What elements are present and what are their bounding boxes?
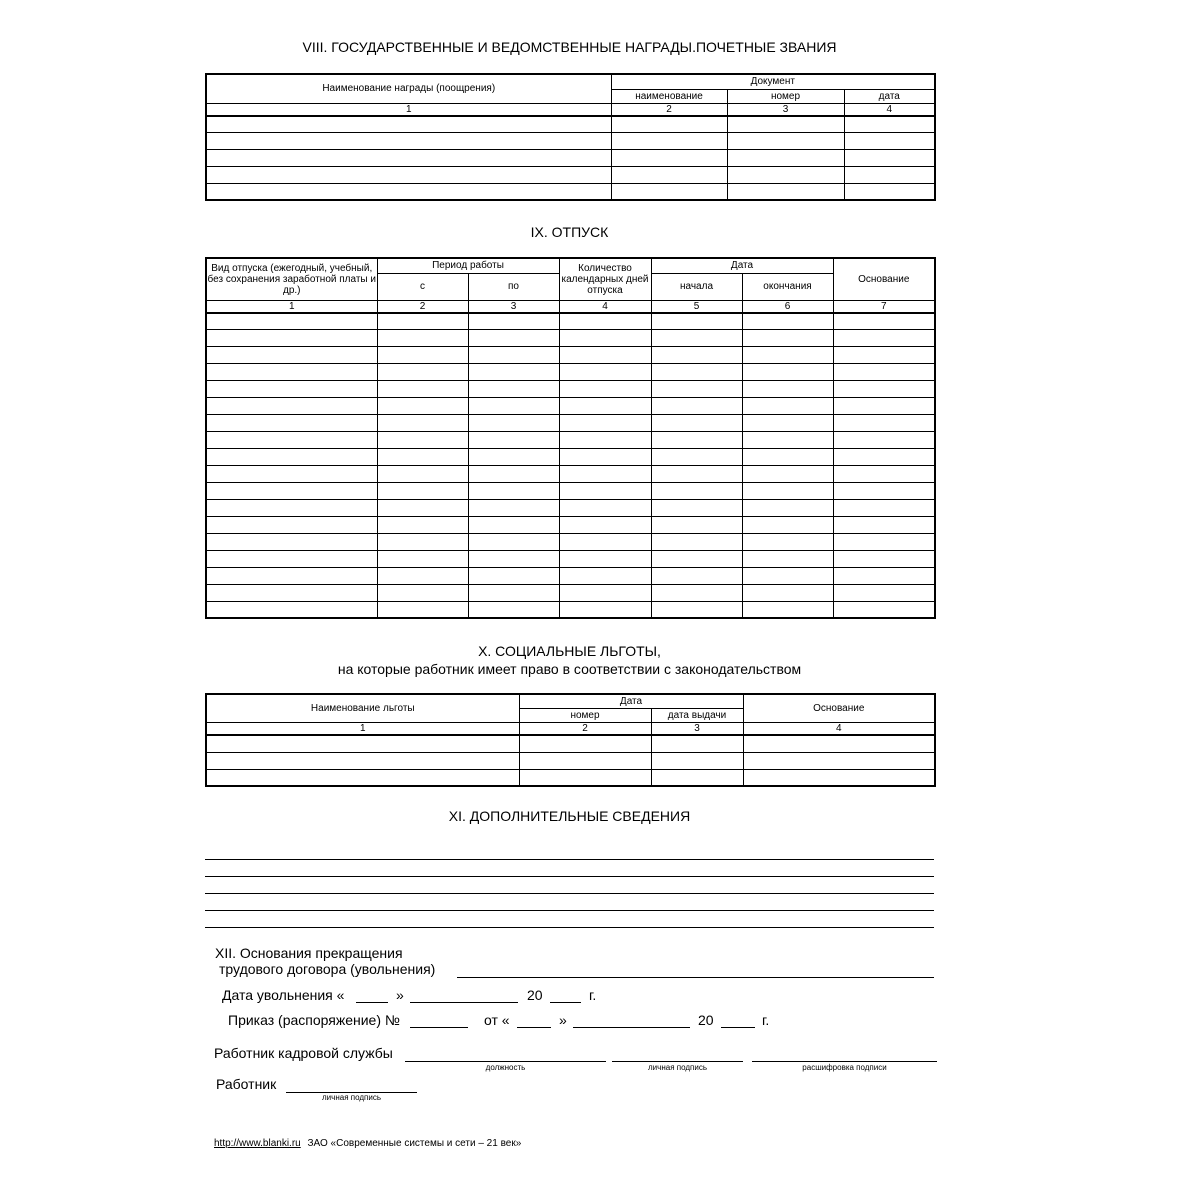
table-row: [206, 769, 935, 786]
table-cell[interactable]: [206, 601, 377, 618]
table-row: [206, 584, 935, 601]
additional-info-line[interactable]: [205, 876, 934, 877]
table-cell[interactable]: [559, 313, 651, 329]
table-cell[interactable]: [742, 584, 833, 601]
table-cell[interactable]: [206, 499, 377, 516]
table-cell[interactable]: [742, 465, 833, 482]
table-cell[interactable]: [742, 533, 833, 550]
table-cell[interactable]: [206, 752, 519, 769]
table-cell[interactable]: [742, 313, 833, 329]
table-cell[interactable]: [651, 363, 742, 380]
hr-decode-line[interactable]: [752, 1061, 937, 1062]
table-cell[interactable]: [844, 183, 935, 200]
table-cell[interactable]: [833, 465, 935, 482]
table-cell[interactable]: [559, 380, 651, 397]
table-cell[interactable]: [206, 769, 519, 786]
table-cell[interactable]: [377, 329, 468, 346]
table-cell[interactable]: [468, 329, 559, 346]
table-cell[interactable]: [468, 584, 559, 601]
table-row: [206, 499, 935, 516]
table-cell[interactable]: [377, 346, 468, 363]
termination-title-line2: трудового договора (увольнения): [219, 961, 436, 977]
table-cell[interactable]: [727, 116, 844, 132]
table-cell[interactable]: [651, 584, 742, 601]
dismissal-quote-close: »: [396, 987, 404, 1003]
table-row: [206, 431, 935, 448]
hr-worker-label: Работник кадровой службы: [214, 1045, 393, 1061]
table-cell[interactable]: [468, 482, 559, 499]
table-cell[interactable]: [206, 550, 377, 567]
worker-signature-caption: личная подпись: [322, 1093, 381, 1102]
table-cell[interactable]: [468, 550, 559, 567]
table-row: [206, 516, 935, 533]
table-cell[interactable]: [206, 516, 377, 533]
table-cell[interactable]: [468, 499, 559, 516]
table-row: [206, 550, 935, 567]
table-cell[interactable]: [651, 313, 742, 329]
additional-info-line[interactable]: [205, 927, 934, 928]
order-year-line[interactable]: [721, 1027, 755, 1028]
table-cell[interactable]: [377, 448, 468, 465]
section-10-title: X. СОЦИАЛЬНЫЕ ЛЬГОТЫ,: [478, 643, 661, 659]
table-cell[interactable]: [377, 397, 468, 414]
table-cell[interactable]: [833, 601, 935, 618]
table-cell[interactable]: [727, 166, 844, 183]
table-cell[interactable]: [844, 149, 935, 166]
footer-link[interactable]: http://www.blanki.ru: [214, 1138, 301, 1149]
table-cell[interactable]: [833, 329, 935, 346]
table-cell[interactable]: [206, 431, 377, 448]
table-cell[interactable]: [519, 735, 651, 752]
table-cell[interactable]: [206, 149, 611, 166]
table-cell[interactable]: [651, 533, 742, 550]
table-cell[interactable]: [377, 431, 468, 448]
benefits-col-number: номер: [519, 708, 651, 722]
table-cell[interactable]: [559, 363, 651, 380]
hr-signature-line[interactable]: [612, 1061, 743, 1062]
table-cell[interactable]: [651, 329, 742, 346]
table-cell[interactable]: [833, 397, 935, 414]
table-cell[interactable]: [206, 533, 377, 550]
table-cell[interactable]: [833, 346, 935, 363]
termination-reason-line[interactable]: [457, 977, 934, 978]
table-cell[interactable]: [651, 346, 742, 363]
table-cell[interactable]: [559, 414, 651, 431]
table-cell[interactable]: [519, 752, 651, 769]
table-cell[interactable]: [651, 380, 742, 397]
table-cell[interactable]: [206, 183, 611, 200]
hr-position-line[interactable]: [405, 1061, 606, 1062]
dismissal-date-label: Дата увольнения «: [222, 987, 345, 1003]
table-cell[interactable]: [743, 735, 935, 752]
table-cell[interactable]: [559, 482, 651, 499]
table-cell[interactable]: [742, 448, 833, 465]
table-cell[interactable]: [742, 397, 833, 414]
table-cell[interactable]: [559, 448, 651, 465]
table-cell[interactable]: [468, 448, 559, 465]
vacation-num-5: 5: [651, 300, 742, 313]
table-cell[interactable]: [468, 465, 559, 482]
vacation-num-1: 1: [206, 300, 377, 313]
table-cell[interactable]: [611, 149, 727, 166]
dismissal-year-prefix: 20: [527, 987, 543, 1003]
table-cell[interactable]: [559, 465, 651, 482]
table-cell[interactable]: [651, 499, 742, 516]
table-cell[interactable]: [206, 584, 377, 601]
table-cell[interactable]: [833, 567, 935, 584]
dismissal-month-line[interactable]: [410, 1002, 518, 1003]
table-cell[interactable]: [206, 567, 377, 584]
table-row: [206, 132, 935, 149]
table-cell[interactable]: [377, 550, 468, 567]
table-cell[interactable]: [727, 132, 844, 149]
table-cell[interactable]: [651, 516, 742, 533]
benefits-num-1: 1: [206, 722, 519, 735]
table-cell[interactable]: [742, 516, 833, 533]
table-row: [206, 149, 935, 166]
benefits-col-name: Наименование льготы: [206, 694, 519, 722]
table-cell[interactable]: [206, 116, 611, 132]
table-cell[interactable]: [206, 397, 377, 414]
vacation-col-start: начала: [651, 273, 742, 300]
table-cell[interactable]: [833, 533, 935, 550]
table-cell[interactable]: [651, 465, 742, 482]
vacation-col-from: с: [377, 273, 468, 300]
table-cell[interactable]: [833, 482, 935, 499]
table-cell[interactable]: [833, 380, 935, 397]
hr-decode-caption: расшифровка подписи: [802, 1063, 887, 1072]
additional-info-line[interactable]: [205, 910, 934, 911]
table-cell[interactable]: [377, 516, 468, 533]
section-10-subtitle: на которые работник имеет право в соответствии с законодательством: [337, 661, 802, 677]
order-quote-close: »: [559, 1012, 567, 1028]
awards-col-doc-name: наименование: [611, 89, 727, 103]
benefits-col-issue-date: дата выдачи: [651, 708, 743, 722]
table-row: [206, 363, 935, 380]
termination-title-line1: XII. Основания прекращения: [215, 945, 403, 961]
table-cell[interactable]: [468, 380, 559, 397]
table-cell[interactable]: [833, 516, 935, 533]
awards-col-doc-date: дата: [844, 89, 935, 103]
order-year-prefix: 20: [698, 1012, 714, 1028]
table-cell[interactable]: [651, 431, 742, 448]
table-cell[interactable]: [651, 735, 743, 752]
table-cell[interactable]: [377, 533, 468, 550]
table-cell[interactable]: [611, 166, 727, 183]
vacation-col-type: Вид отпуска (ежегодный, учебный, без сохранения заработной платы и др.): [206, 258, 377, 300]
vacation-col-days: Количество календарных дней отпуска: [559, 258, 651, 300]
table-cell[interactable]: [742, 550, 833, 567]
table-row: [206, 183, 935, 200]
hr-position-caption: должность: [485, 1063, 526, 1072]
dismissal-year-line[interactable]: [550, 1002, 581, 1003]
table-cell[interactable]: [468, 533, 559, 550]
table-cell[interactable]: [468, 313, 559, 329]
table-cell[interactable]: [559, 550, 651, 567]
table-cell[interactable]: [206, 414, 377, 431]
table-cell[interactable]: [844, 116, 935, 132]
table-cell[interactable]: [206, 346, 377, 363]
benefits-col-date: Дата: [519, 694, 743, 708]
awards-table: [205, 73, 936, 201]
vacation-table: [205, 257, 936, 619]
table-cell[interactable]: [559, 567, 651, 584]
benefits-table: [205, 693, 936, 787]
table-row: [206, 448, 935, 465]
table-cell[interactable]: [833, 431, 935, 448]
section-9-title: IX. ОТПУСК: [530, 224, 609, 240]
table-cell[interactable]: [833, 313, 935, 329]
table-cell[interactable]: [727, 149, 844, 166]
benefits-num-2: 2: [519, 722, 651, 735]
table-cell[interactable]: [844, 166, 935, 183]
vacation-col-date: Дата: [651, 258, 833, 273]
table-cell[interactable]: [206, 482, 377, 499]
awards-num-3: 3: [727, 103, 844, 116]
benefits-num-3: 3: [651, 722, 743, 735]
footer-company: ЗАО «Современные системы и сети – 21 век»: [307, 1138, 522, 1149]
table-row: [206, 482, 935, 499]
order-month-line[interactable]: [573, 1027, 690, 1028]
table-cell[interactable]: [559, 584, 651, 601]
table-cell[interactable]: [742, 414, 833, 431]
hr-signature-caption: личная подпись: [648, 1063, 707, 1072]
table-cell[interactable]: [833, 448, 935, 465]
awards-num-4: 4: [844, 103, 935, 116]
vacation-col-period: Период работы: [377, 258, 559, 273]
table-cell[interactable]: [377, 414, 468, 431]
table-cell[interactable]: [742, 601, 833, 618]
table-cell[interactable]: [206, 363, 377, 380]
table-row: [206, 329, 935, 346]
vacation-num-6: 6: [742, 300, 833, 313]
awards-col-document: Документ: [611, 74, 935, 89]
table-cell[interactable]: [468, 414, 559, 431]
vacation-col-end: окончания: [742, 273, 833, 300]
table-cell[interactable]: [727, 183, 844, 200]
table-cell[interactable]: [833, 363, 935, 380]
table-cell[interactable]: [559, 346, 651, 363]
table-cell[interactable]: [651, 482, 742, 499]
table-cell[interactable]: [206, 329, 377, 346]
order-year-suffix: г.: [762, 1012, 770, 1028]
table-cell[interactable]: [742, 363, 833, 380]
table-cell[interactable]: [206, 448, 377, 465]
additional-info-line[interactable]: [205, 893, 934, 894]
table-row: [206, 380, 935, 397]
table-cell[interactable]: [559, 397, 651, 414]
table-cell[interactable]: [844, 132, 935, 149]
table-cell[interactable]: [833, 499, 935, 516]
table-cell[interactable]: [742, 567, 833, 584]
benefits-num-4: 4: [743, 722, 935, 735]
table-cell[interactable]: [742, 346, 833, 363]
section-11-title: XI. ДОПОЛНИТЕЛЬНЫЕ СВЕДЕНИЯ: [448, 808, 691, 824]
table-cell[interactable]: [468, 567, 559, 584]
table-cell[interactable]: [651, 414, 742, 431]
table-cell[interactable]: [651, 769, 743, 786]
table-cell[interactable]: [519, 769, 651, 786]
awards-num-2: 2: [611, 103, 727, 116]
table-cell[interactable]: [377, 584, 468, 601]
table-cell[interactable]: [468, 516, 559, 533]
vacation-col-basis: Основание: [833, 258, 935, 300]
table-cell[interactable]: [742, 482, 833, 499]
table-row: [206, 166, 935, 183]
table-cell[interactable]: [377, 499, 468, 516]
table-cell[interactable]: [206, 380, 377, 397]
table-cell[interactable]: [743, 769, 935, 786]
table-cell[interactable]: [833, 414, 935, 431]
section-8-title: VIII. ГОСУДАРСТВЕННЫЕ И ВЕДОМСТВЕННЫЕ НАГРАДЫ.ПОЧЕТНЫЕ ЗВАНИЯ: [302, 39, 837, 55]
table-cell[interactable]: [377, 465, 468, 482]
table-cell[interactable]: [377, 363, 468, 380]
table-cell[interactable]: [651, 567, 742, 584]
table-cell[interactable]: [377, 567, 468, 584]
table-cell[interactable]: [651, 550, 742, 567]
table-cell[interactable]: [743, 752, 935, 769]
table-cell[interactable]: [611, 132, 727, 149]
table-cell[interactable]: [651, 752, 743, 769]
additional-info-line[interactable]: [205, 859, 934, 860]
table-cell[interactable]: [559, 601, 651, 618]
table-row: [206, 735, 935, 752]
table-cell[interactable]: [559, 516, 651, 533]
table-row: [206, 567, 935, 584]
dismissal-day-line[interactable]: [356, 1002, 388, 1003]
table-row: [206, 533, 935, 550]
benefits-col-basis: Основание: [743, 694, 935, 722]
footer: [214, 1138, 521, 1149]
table-cell[interactable]: [742, 499, 833, 516]
table-cell[interactable]: [206, 132, 611, 149]
vacation-num-4: 4: [559, 300, 651, 313]
table-cell[interactable]: [559, 431, 651, 448]
table-row: [206, 752, 935, 769]
table-cell[interactable]: [377, 601, 468, 618]
order-label: Приказ (распоряжение) №: [228, 1012, 400, 1028]
table-cell[interactable]: [833, 550, 935, 567]
table-row: [206, 397, 935, 414]
table-cell[interactable]: [651, 397, 742, 414]
table-row: [206, 465, 935, 482]
table-cell[interactable]: [742, 380, 833, 397]
table-cell[interactable]: [833, 584, 935, 601]
order-day-line[interactable]: [517, 1027, 551, 1028]
table-cell[interactable]: [611, 183, 727, 200]
table-cell[interactable]: [377, 380, 468, 397]
table-cell[interactable]: [206, 735, 519, 752]
table-cell[interactable]: [559, 499, 651, 516]
table-cell[interactable]: [206, 465, 377, 482]
awards-col-name: Наименование награды (поощрения): [206, 74, 611, 103]
vacation-col-to: по: [468, 273, 559, 300]
table-cell[interactable]: [468, 346, 559, 363]
table-cell[interactable]: [559, 329, 651, 346]
vacation-num-7: 7: [833, 300, 935, 313]
table-row: [206, 116, 935, 132]
awards-num-1: 1: [206, 103, 611, 116]
order-from-label: от «: [484, 1012, 510, 1028]
table-cell[interactable]: [468, 363, 559, 380]
vacation-num-3: 3: [468, 300, 559, 313]
awards-col-doc-number: номер: [727, 89, 844, 103]
table-cell[interactable]: [468, 601, 559, 618]
table-cell[interactable]: [559, 533, 651, 550]
worker-label: Работник: [216, 1076, 277, 1092]
table-cell[interactable]: [468, 431, 559, 448]
table-row: [206, 601, 935, 618]
table-cell[interactable]: [742, 431, 833, 448]
table-row: [206, 346, 935, 363]
vacation-num-2: 2: [377, 300, 468, 313]
table-row: [206, 414, 935, 431]
table-cell[interactable]: [206, 166, 611, 183]
table-cell[interactable]: [468, 397, 559, 414]
order-number-line[interactable]: [410, 1027, 468, 1028]
table-cell[interactable]: [742, 329, 833, 346]
table-cell[interactable]: [377, 313, 468, 329]
table-cell[interactable]: [651, 448, 742, 465]
table-cell[interactable]: [377, 482, 468, 499]
table-cell[interactable]: [611, 116, 727, 132]
table-cell[interactable]: [651, 601, 742, 618]
table-cell[interactable]: [206, 313, 377, 329]
table-row: [206, 313, 935, 329]
dismissal-year-suffix: г.: [589, 987, 597, 1003]
